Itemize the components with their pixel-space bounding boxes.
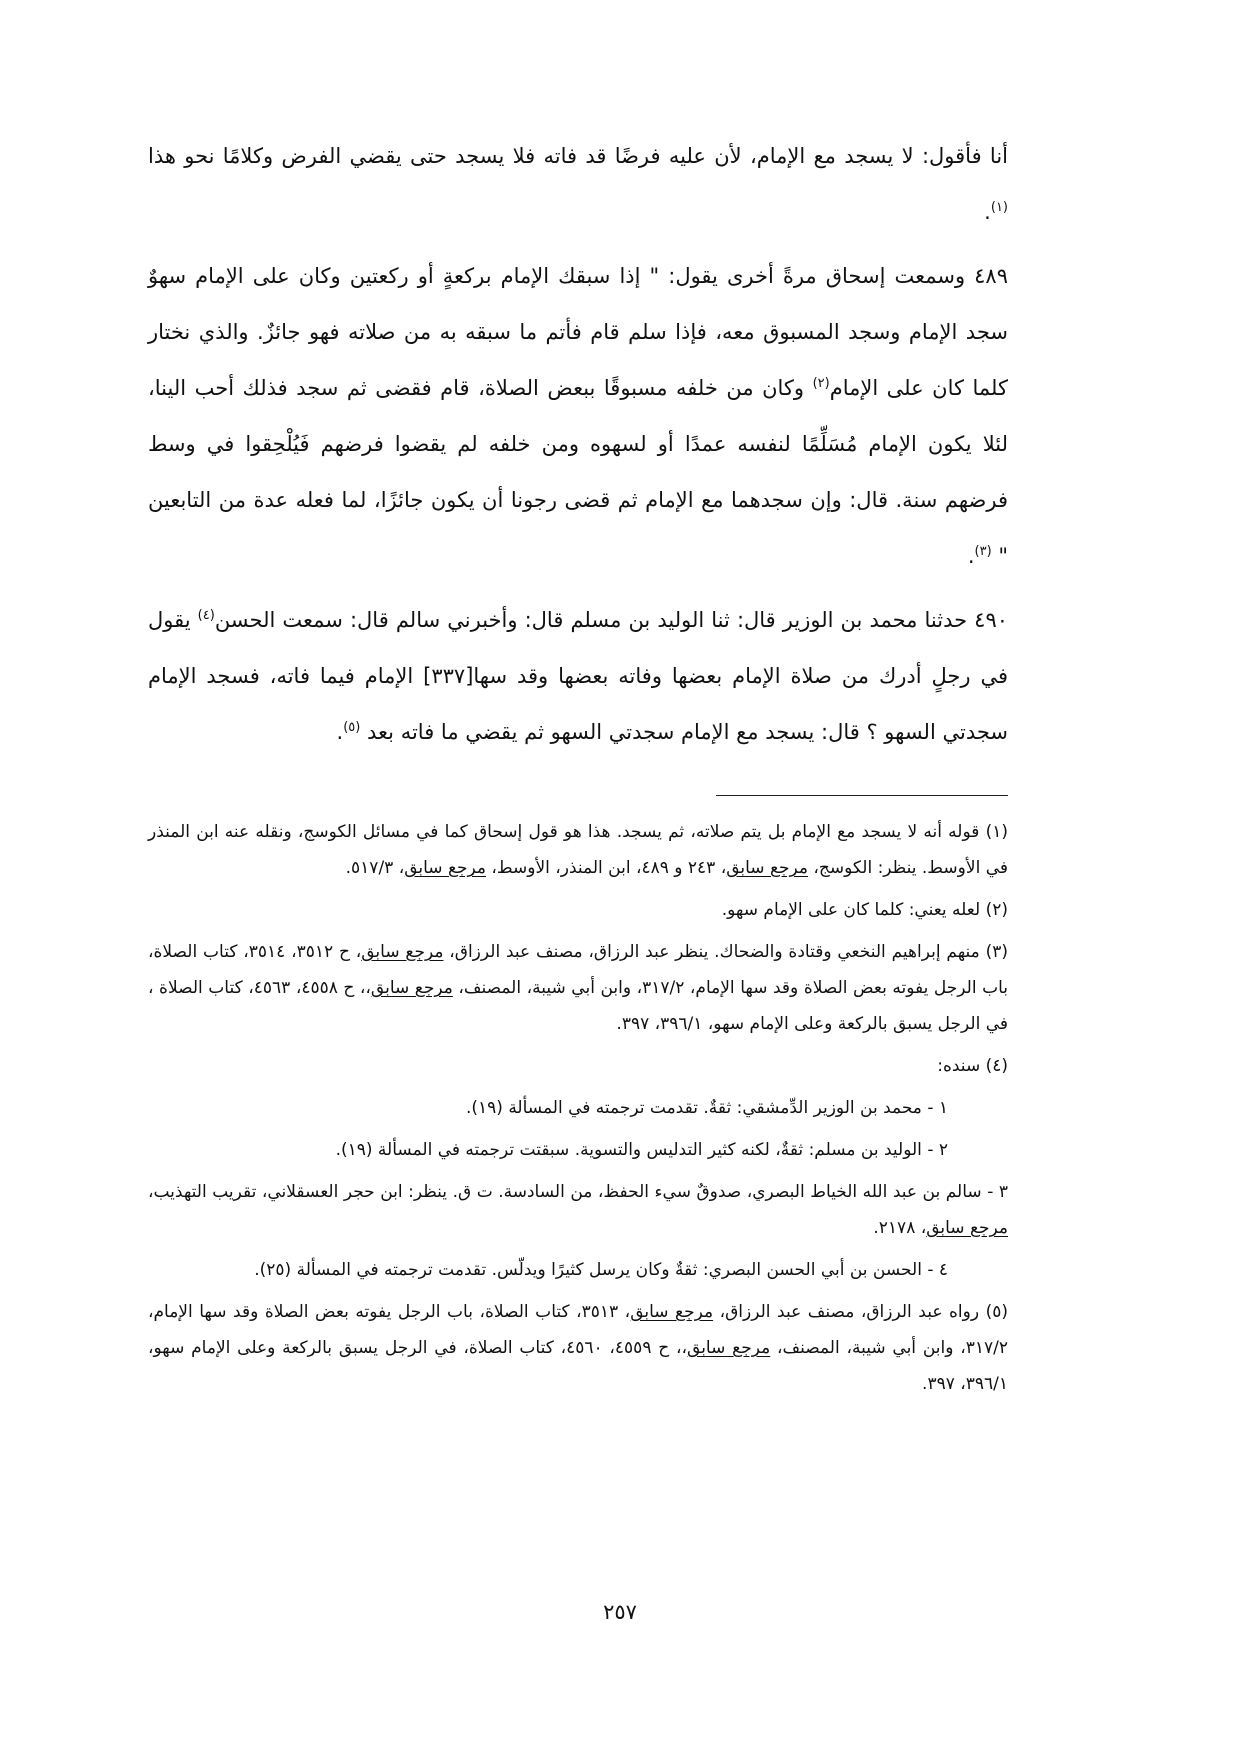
footnote-4-item-1: ١ - محمد بن الوزير الدِّمشقي: ثقةٌ. تقدمت ترجمته في المسألة (١٩). — [465, 1098, 948, 1118]
footnote-2: (٢) لعله يعني: كلما كان على الإمام سهو. — [721, 900, 1008, 920]
paragraph-489-text-b: وكان من خلفه مسبوقًا ببعض الصلاة، قام فقضى ثم سجد فذلك أحب الينا، لئلا يكون الإمام مُسَلِّمًا لنفسه عمدًا أو لسهوه ومن خلفه لم يقضوا فرضهم فَيُلْحِقوا في وسط فرضهم سنة. قال: وإن سجدهما مع الإمام ثم قضى رجونا أن يكون جائزًا، لما فعله عدة من التابعين " — [148, 376, 1008, 568]
footnote-ref-2[interactable]: (٢) — [812, 376, 830, 391]
footnote-4-item-3-text: ، ٢١٧٨. — [873, 1218, 927, 1238]
footnote-ref-5[interactable]: (٥) — [343, 720, 361, 735]
reference-link[interactable]: مرجع سابق — [926, 1218, 1008, 1238]
footnote-ref-3[interactable]: (٣) — [974, 544, 992, 559]
footnote-5-text: ، ٣٥١٣، كتاب الصلاة، باب الرجل يفوته بعض الصلاة وقد سها الإمام، ٣١٧/٢، وابن أبي شيبة، المصنف، — [148, 1302, 1008, 1358]
footnote-1-text: (١) قوله أنه لا يسجد مع الإمام بل يتم صلاته، ثم يسجد. هذا هو قول إسحاق كما في مسائل الكوسج، ونقله عنه ابن المنذر في الأوسط. ينظر: الكوسج، — [148, 822, 1008, 878]
footnote-1-text: ، ٢٤٣ و ٤٨٩، ابن المنذر، الأوسط، — [485, 858, 727, 878]
footnote-5 — [148, 1294, 1008, 1402]
reference-link[interactable]: مرجع سابق — [370, 978, 453, 998]
reference-link[interactable]: مرجع سابق — [687, 1338, 771, 1358]
footnote-1-text: ، ٥١٧/٣. — [345, 858, 405, 878]
footnote-4: (٤) سنده: — [937, 1056, 1008, 1076]
paragraph-489: ٤٨٩ وسمعت إسحاق مرةً أخرى يقول: " إذا سبقك الإمام بركعةٍ أو ركعتين وكان على الإمام سهوٌ سجد الإمام وسجد المسبوق معه، فإذا سلم قام فأتم ما سبقه به من صلاته فهو جائزٌ. والذي نختار كلما كان على الإمام$^{(٢)}$ وكان من خلفه مسبوقًا ببعض الصلاة، قام فقضى ثم سجد فذلك أحب الينا، لئلا يكون الإمام مُسَلِّمًا لنفسه عمدًا أو لسهوه ومن خلفه لم يقضوا فرضهم فَيُلْحِقوا في وسط فرضهم سنة. قال: وإن سجدهما مع الإمام ثم قضى رجونا أن يكون جائزًا، لما فعله عدة من التابعين " $^{(٣)}$. — [148, 264, 1008, 568]
reference-link[interactable]: مرجع سابق — [361, 942, 444, 962]
footnote-divider — [716, 795, 1008, 796]
paragraph-489-text-a: ٤٨٩ وسمعت إسحاق مرةً أخرى يقول: " إذا سبقك الإمام بركعةٍ أو ركعتين وكان على الإمام سهوٌ سجد الإمام وسجد المسبوق معه، فإذا سلم قام فأتم ما سبقه به من صلاته فهو جائزٌ. والذي نختار كلما كان على الإمام — [148, 264, 1008, 400]
reference-link[interactable]: مرجع سابق — [630, 1302, 714, 1322]
page-number: ٢٥٧ — [603, 1600, 637, 1624]
footnote-5-text: ،، ح ٤٥٥٩، ٤٥٦٠، كتاب الصلاة، في الرجل يسبق بالركعة وعلى الإمام سهو، ٣٩٦/١، ٣٩٧. — [148, 1338, 1008, 1394]
footnote-ref-4[interactable]: (٤) — [197, 608, 215, 623]
footnote-3-text: ،، ح ٤٥٥٨، ٤٥٦٣، كتاب الصلاة ، في الرجل يسبق بالركعة وعلى الإمام سهو، ٣٩٦/١، ٣٩٧. — [148, 978, 1008, 1034]
paragraph-490-text-b: يقول في رجلٍ أدرك من صلاة الإمام بعضها وفاته بعضها وقد سها[٣٣٧] الإمام فيما فاته، فسجد الإمام سجدتي السهو ؟ قال: يسجد مع الإمام سجدتي السهو ثم يقضي ما فاته بعد — [148, 608, 1009, 744]
reference-link[interactable]: مرجع سابق — [404, 858, 486, 878]
footnote-4-item-3-text: ٣ - سالم بن عبد الله الخياط البصري، صدوقٌ سيء الحفظ، من السادسة. ت ق. ينظر: ابن حجر العسقلاني، تقريب التهذيب، — [148, 1182, 1008, 1202]
footnote-3 — [148, 934, 1008, 1042]
paragraph-1: أنا فأقول: لا يسجد مع الإمام، لأن عليه فرضًا قد فاته فلا يسجد حتى يقضي الفرض وكلامًا نحو هذا $^{(١)}$. — [148, 144, 1008, 224]
footnote-4-item-4: ٤ - الحسن بن أبي الحسن البصري: ثقةٌ وكان يرسل كثيرًا ويدلّس. تقدمت ترجمته في المسألة (٢٥). — [254, 1260, 948, 1280]
paragraph-490-text-a: ٤٩٠ حدثنا محمد بن الوزير قال: ثنا الوليد بن مسلم قال: وأخبرني سالم قال: سمعت الحسن — [214, 608, 1009, 632]
main-text — [148, 128, 1008, 760]
footnote-3-text: (٣) منهم إبراهيم النخعي وقتادة والضحاك. ينظر عبد الرزاق، مصنف عبد الرزاق، — [443, 942, 1008, 962]
footnote-5-text: (٥) رواه عبد الرزاق، مصنف عبد الرزاق، — [713, 1302, 1009, 1322]
reference-link[interactable]: مرجع سابق — [726, 858, 808, 878]
paragraph-1-text: أنا فأقول: لا يسجد مع الإمام، لأن عليه فرضًا قد فاته فلا يسجد حتى يقضي الفرض وكلامًا نحو هذا — [148, 144, 1008, 168]
footnote-4-item-3 — [148, 1174, 1008, 1246]
footnote-1 — [148, 814, 1008, 886]
footnote-ref-1[interactable]: (١) — [990, 200, 1008, 215]
footnotes — [148, 814, 1008, 1408]
footnote-3-text: ، ح ٣٥١٢، ٣٥١٤، كتاب الصلاة، باب الرجل يفوته بعض الصلاة وقد سها الإمام، ٣١٧/٢، وابن أبي شيبة، المصنف، — [148, 942, 1009, 998]
paragraph-490: ٤٩٠ حدثنا محمد بن الوزير قال: ثنا الوليد بن مسلم قال: وأخبرني سالم قال: سمعت الحسن$^{(٤)}$ يقول في رجلٍ أدرك من صلاة الإمام بعضها وفاته بعضها وقد سها[٣٣٧] الإمام فيما فاته، فسجد الإمام سجدتي السهو ؟ قال: يسجد مع الإمام سجدتي السهو ثم يقضي ما فاته بعد $^{(٥)}$. — [148, 608, 1009, 744]
footnote-4-item-2: ٢ - الوليد بن مسلم: ثقةٌ، لكنه كثير التدليس والتسوية. سبقتت ترجمته في المسألة (١٩). — [335, 1140, 948, 1160]
